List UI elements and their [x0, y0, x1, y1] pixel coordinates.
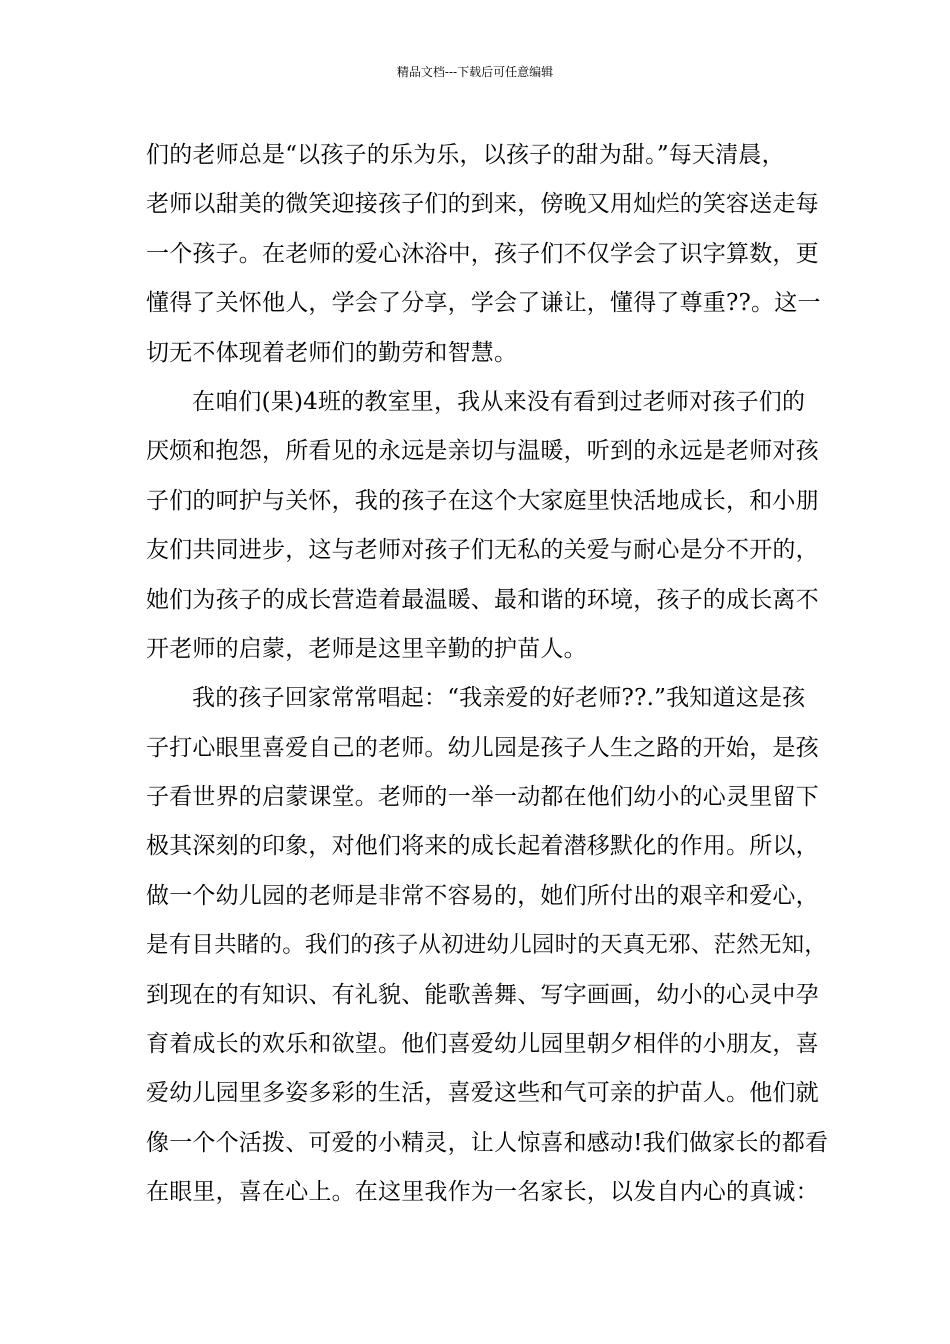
- text-line: 爱幼儿园里多姿多彩的生活，喜爱这些和气可亲的护苗人。他们就: [146, 1080, 819, 1107]
- text-line: 懂得了关怀他人，学会了分享，学会了谦让，懂得了尊重??。这一: [146, 290, 821, 317]
- text-line: 一个孩子。在老师的爱心沐浴中，孩子们不仅学会了识字算数，更: [146, 240, 819, 267]
- text-line: 做一个幼儿园的老师是非常不容易的，她们所付出的艰辛和爱心，: [146, 882, 819, 909]
- text-line: 在咱们(果)4班的教室里，我从来没有看到过老师对孩子们的: [192, 388, 806, 415]
- text-line: 子看世界的启蒙课堂。老师的一举一动都在他们幼小的心灵里留下: [146, 784, 819, 811]
- text-line: 们的老师总是“以孩子的乐为乐，以孩子的甜为甜。”每天清晨，: [146, 142, 785, 168]
- text-line: 到现在的有知识、有礼貌、能歌善舞、写字画画，幼小的心灵中孕: [146, 981, 819, 1008]
- text-line: 极其深刻的印象，对他们将来的成长起着潜移默化的作用。所以，: [146, 833, 819, 860]
- text-line: 像一个个活拨、可爱的小精灵，让人惊喜和感动!我们做家长的都看: [146, 1129, 829, 1156]
- text-line: 育着成长的欢乐和欲望。他们喜爱幼儿园里朝夕相伴的小朋友，喜: [146, 1031, 819, 1058]
- text-line: 我的孩子回家常常唱起：“我亲爱的好老师??.”我知道这是孩: [192, 685, 806, 712]
- text-line: 友们共同进步，这与老师对孩子们无私的关爱与耐心是分不开的，: [146, 537, 819, 564]
- text-line: 切无不体现着老师们的勤劳和智慧。: [146, 339, 518, 366]
- text-line: 是有目共睹的。我们的孩子从初进幼儿园时的天真无邪、茫然无知，: [146, 932, 828, 959]
- text-line: 厌烦和抱怨，所看见的永远是亲切与温暖，听到的永远是老师对孩: [146, 438, 819, 465]
- text-line: 在眼里，喜在心上。在这里我作为一名家长，以发自内心的真诚：: [146, 1179, 819, 1206]
- page-header: 精品文档---下载后可任意编辑: [396, 65, 554, 79]
- text-line: 开老师的启蒙，老师是这里辛勤的护苗人。: [146, 635, 587, 662]
- text-line: 老师以甜美的微笑迎接孩子们的到来，傍晚又用灿烂的笑容送走每: [146, 191, 819, 218]
- text-line: 她们为孩子的成长营造着最温暖、最和谐的环境，孩子的成长离不: [146, 586, 819, 613]
- text-line: 子打心眼里喜爱自己的老师。幼儿园是孩子人生之路的开始，是孩: [146, 734, 819, 761]
- text-line: 子们的呵护与关怀，我的孩子在这个大家庭里快活地成长，和小朋: [146, 487, 819, 514]
- document-body: [146, 131, 829, 1218]
